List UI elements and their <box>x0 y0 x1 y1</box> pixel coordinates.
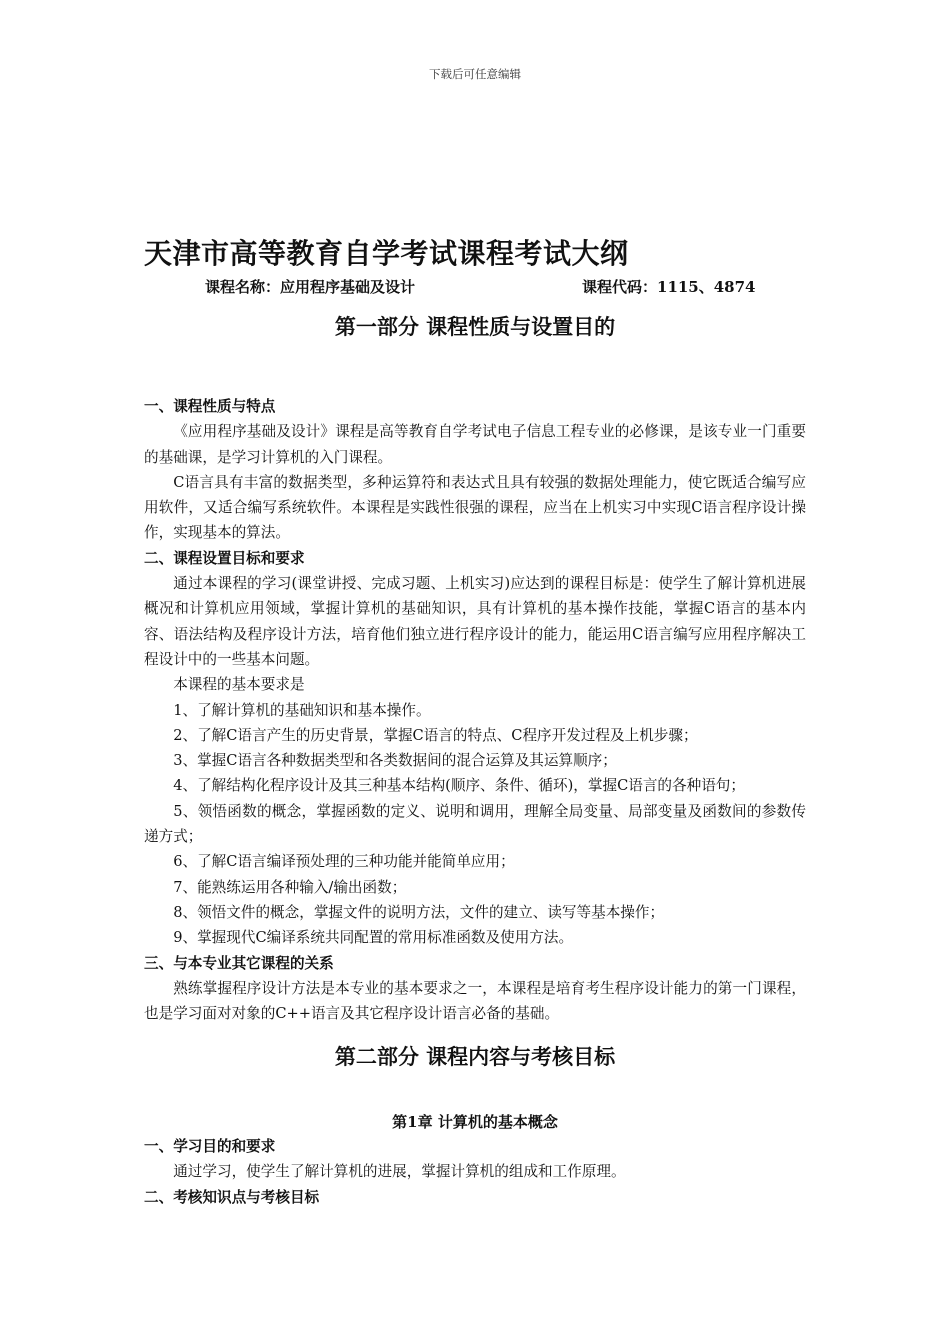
section-heading-nature: 一、课程性质与特点 <box>144 398 276 415</box>
list-item: 2、了解C语言产生的历史背景，掌握C语言的特点、C程序开发过程及上机步骤； <box>173 726 698 744</box>
list-item: 5、领悟函数的概念，掌握函数的定义、说明和调用，理解全局变量、局部变量及函数间的参数传递方式； <box>144 802 806 846</box>
part2-title: 第二部分 课程内容与考核目标 <box>334 1045 616 1069</box>
paragraph: 《应用程序基础及设计》课程是高等教育自学考试电子信息工程专业的必修课，是该专业一门重要的基础课，是学习计算机的入门课程。 <box>144 423 806 466</box>
section-heading-relations: 三、与本专业其它课程的关系 <box>144 954 334 972</box>
paragraph: 本课程的基本要求是 <box>173 676 305 694</box>
section-heading-goals: 二、课程设置目标和要求 <box>144 549 305 567</box>
main-title: 天津市高等教育自学考试课程考试大纲 <box>144 237 629 270</box>
list-item: 1、了解计算机的基础知识和基本操作。 <box>173 701 431 719</box>
part2-body <box>144 1134 806 1210</box>
list-item: 8、领悟文件的概念，掌握文件的说明方法，文件的建立、读写等基本操作； <box>173 903 665 921</box>
course-name: 课程名称：应用程序基础及设计 <box>205 278 416 296</box>
paragraph: C语言具有丰富的数据类型，多种运算符和表达式且具有较强的数据处理能力，使它既适合编写应用软件，又适合编写系统软件。本课程是实践性很强的课程，应当在上机实习中实现C语言程序设计操作，实现基本的算法。 <box>144 473 806 542</box>
course-code: 课程代码：1115、4874 <box>582 278 756 296</box>
part1-title: 第一部分 课程性质与设置目的 <box>334 315 616 339</box>
part1-body <box>144 394 806 1026</box>
list-item: 9、掌握现代C编译系统共同配置的常用标准函数及使用方法。 <box>173 929 574 947</box>
list-item: 4、了解结构化程序设计及其三种基本结构(顺序、条件、循环)，掌握C语言的各种语句； <box>173 777 745 795</box>
list-item: 7、能熟练运用各种输入/输出函数； <box>173 878 407 896</box>
chapter-title: 第1章 计算机的基本概念 <box>392 1113 558 1131</box>
list-item: 6、了解C语言编译预处理的三种功能并能简单应用； <box>173 853 515 871</box>
section-heading-study-goals: 一、学习目的和要求 <box>144 1138 276 1155</box>
paragraph: 通过本课程的学习(课堂讲授、完成习题、上机实习)应达到的课程目标是：使学生了解计算机进展概况和计算机应用领域，掌握计算机的基础知识，具有计算机的基本操作技能，掌握C语言的基本内容、语法结构及程序设计方法，培育他们独立进行程序设计的能力，能运用C语言编写应用程序解决工程设计中的一些基本问题。 <box>144 575 806 668</box>
list-item: 3、掌握C语言各种数据类型和各类数据间的混合运算及其运算顺序； <box>173 752 617 770</box>
section-heading-exam-points: 二、考核知识点与考核目标 <box>144 1188 320 1206</box>
paragraph: 熟练掌握程序设计方法是本专业的基本要求之一，本课程是培育考生程序设计能力的第一门课程，也是学习面对对象的C++语言及其它程序设计语言必备的基础。 <box>144 979 806 1023</box>
header-note: 下载后可任意编辑 <box>429 67 521 81</box>
paragraph: 通过学习，使学生了解计算机的进展，掌握计算机的组成和工作原理。 <box>173 1163 626 1181</box>
